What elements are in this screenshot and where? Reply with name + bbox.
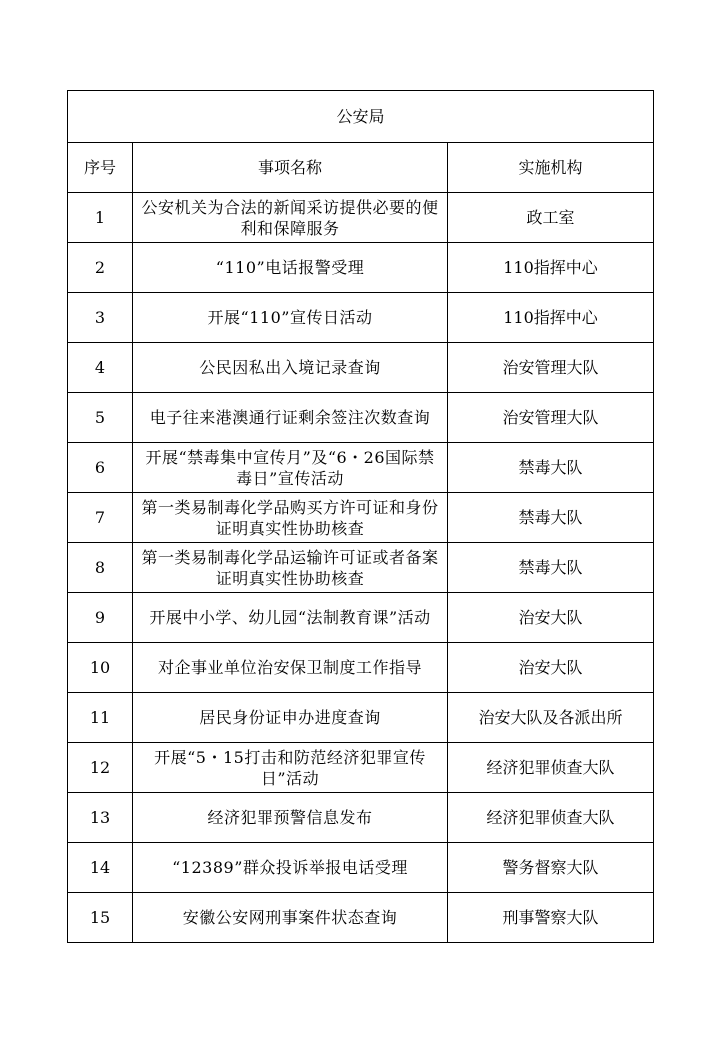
agency-cell: 治安管理大队 <box>448 343 654 393</box>
item-name-cell: 第一类易制毒化学品运输许可证或者备案证明真实性协助核查 <box>133 543 448 593</box>
agency-cell: 政工室 <box>448 193 654 243</box>
title-row <box>68 91 654 143</box>
table-row <box>68 793 654 843</box>
table-row <box>68 443 654 493</box>
table-row <box>68 743 654 793</box>
table-row <box>68 593 654 643</box>
item-name-cell: 电子往来港澳通行证剩余签注次数查询 <box>133 393 448 443</box>
serial-number-cell: 14 <box>68 843 133 893</box>
table-row <box>68 493 654 543</box>
agency-cell: 经济犯罪侦查大队 <box>448 743 654 793</box>
table-row <box>68 293 654 343</box>
item-name-cell: 公安机关为合法的新闻采访提供必要的便利和保障服务 <box>133 193 448 243</box>
header-implementing-agency: 实施机构 <box>448 143 654 193</box>
table-row <box>68 193 654 243</box>
serial-number-cell: 4 <box>68 343 133 393</box>
serial-number-cell: 7 <box>68 493 133 543</box>
item-name-cell: 居民身份证申办进度查询 <box>133 693 448 743</box>
table-row <box>68 693 654 743</box>
item-name-cell: 开展中小学、幼儿园“法制教育课”活动 <box>133 593 448 643</box>
item-name-cell: 开展“禁毒集中宣传月”及“6・26国际禁毒日”宣传活动 <box>133 443 448 493</box>
agency-cell: 禁毒大队 <box>448 543 654 593</box>
table-row <box>68 893 654 943</box>
agency-cell: 治安管理大队 <box>448 393 654 443</box>
item-name-cell: 第一类易制毒化学品购买方许可证和身份证明真实性协助核查 <box>133 493 448 543</box>
serial-number-cell: 10 <box>68 643 133 693</box>
serial-number-cell: 3 <box>68 293 133 343</box>
agency-cell: 110指挥中心 <box>448 293 654 343</box>
table-title: 公安局 <box>68 91 654 143</box>
table-row <box>68 543 654 593</box>
serial-number-cell: 5 <box>68 393 133 443</box>
item-name-cell: 公民因私出入境记录查询 <box>133 343 448 393</box>
table-row <box>68 843 654 893</box>
table-row <box>68 393 654 443</box>
agency-cell: 治安大队 <box>448 593 654 643</box>
serial-number-cell: 1 <box>68 193 133 243</box>
item-name-cell: 安徽公安网刑事案件状态查询 <box>133 893 448 943</box>
agency-cell: 治安大队 <box>448 643 654 693</box>
item-name-cell: “12389”群众投诉举报电话受理 <box>133 843 448 893</box>
serial-number-cell: 9 <box>68 593 133 643</box>
agency-cell: 110指挥中心 <box>448 243 654 293</box>
header-serial-number: 序号 <box>68 143 133 193</box>
serial-number-cell: 2 <box>68 243 133 293</box>
item-name-cell: 经济犯罪预警信息发布 <box>133 793 448 843</box>
serial-number-cell: 11 <box>68 693 133 743</box>
serial-number-cell: 15 <box>68 893 133 943</box>
serial-number-cell: 12 <box>68 743 133 793</box>
header-row <box>68 143 654 193</box>
table-row <box>68 243 654 293</box>
agency-cell: 禁毒大队 <box>448 493 654 543</box>
serial-number-cell: 8 <box>68 543 133 593</box>
agency-cell: 经济犯罪侦查大队 <box>448 793 654 843</box>
table-row <box>68 643 654 693</box>
item-name-cell: 对企事业单位治安保卫制度工作指导 <box>133 643 448 693</box>
agency-cell: 刑事警察大队 <box>448 893 654 943</box>
item-name-cell: “110”电话报警受理 <box>133 243 448 293</box>
table-row <box>68 343 654 393</box>
agency-cell: 禁毒大队 <box>448 443 654 493</box>
header-item-name: 事项名称 <box>133 143 448 193</box>
item-name-cell: 开展“110”宣传日活动 <box>133 293 448 343</box>
agency-cell: 治安大队及各派出所 <box>448 693 654 743</box>
services-table <box>67 90 654 943</box>
agency-cell: 警务督察大队 <box>448 843 654 893</box>
item-name-cell: 开展“5・15打击和防范经济犯罪宣传日”活动 <box>133 743 448 793</box>
serial-number-cell: 6 <box>68 443 133 493</box>
serial-number-cell: 13 <box>68 793 133 843</box>
